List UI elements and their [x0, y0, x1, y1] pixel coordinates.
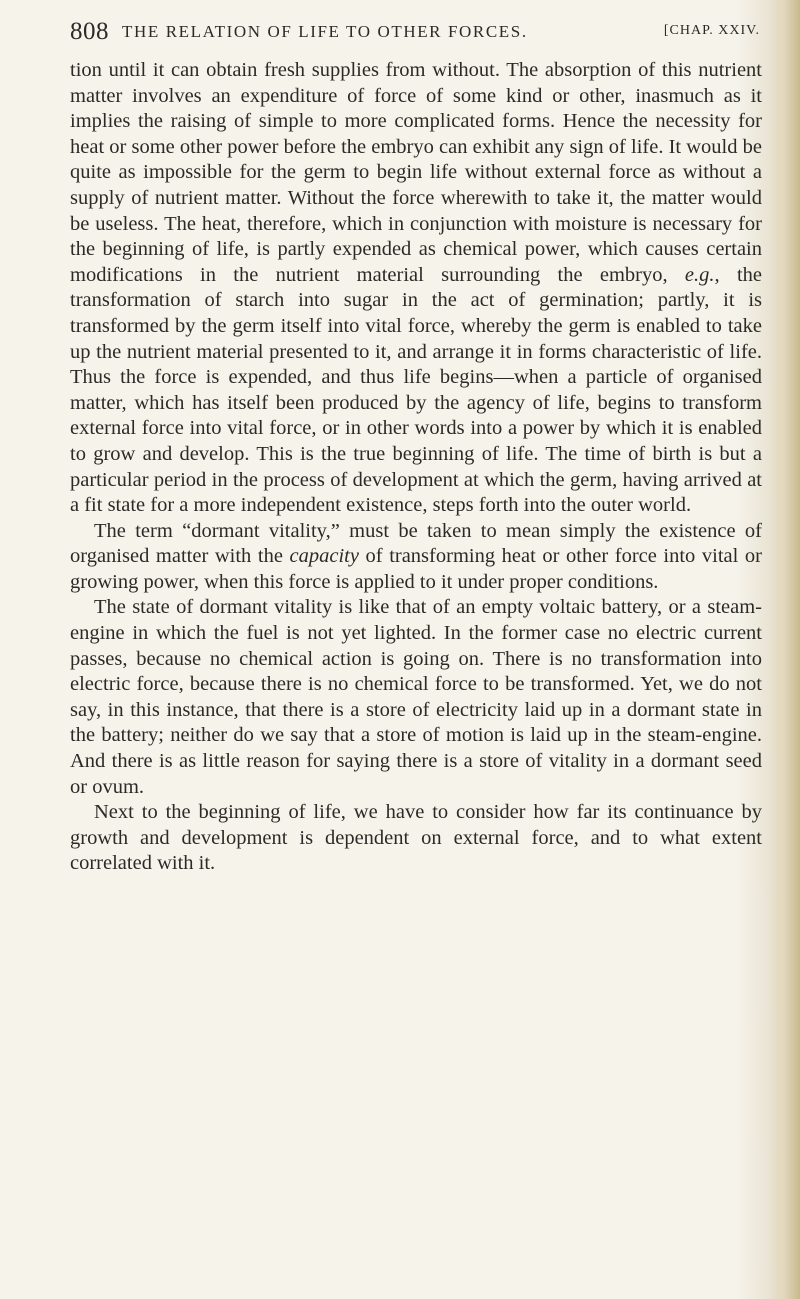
paragraph	[70, 595, 762, 800]
running-head: THE RELATION OF LIFE TO OTHER FORCES.	[122, 22, 528, 41]
page-edge-shadow	[772, 0, 800, 1299]
chapter-reference: [CHAP. XXIV.	[663, 23, 760, 38]
text-run: , the transformation of starch into sugar in the act of germination; partly, it is transformed by the germ itself into vital force, whereby the germ is enabled to take up the nutrient material presented to it, and arrange it in forms characteristic of life. Thus the force is expended, and thus life begins—when a particle of organised matter, which has itself been produced by the agency of life, begins to transform external force into vital force, or in other words into a power by which it is enabled to grow and develop. This is the true beginning of life. The time of birth is but a particular period in the process of development at which the germ, having arrived at a fit state for a more independent existence, steps forth into the outer world.	[70, 263, 763, 517]
text-run: The state of dormant vitality is like that of an empty voltaic battery, or a steam-engine in which the fuel is not yet lighted. In the former case no electric current passes, because no chemical action is going on. There is no transformation into electric force, because there is no chemical force to be transformed. Yet, we do not say, in this instance, that there is a store of electricity laid up in a dormant state in the battery; neither do we say that a store of motion is laid up in the steam-engine. And there is as little reason for saying there is a store of vitality in a dormant seed or ovum.	[70, 596, 762, 798]
body-text	[70, 58, 762, 877]
text-run-italic: capacity	[289, 545, 359, 568]
paragraph	[70, 519, 762, 596]
text-run: Next to the beginning of life, we have to consider how far its continuance by growth and development is dependent on external force, and to what extent correlated with it.	[70, 801, 762, 875]
text-run-italic: e.g.	[684, 263, 715, 286]
page-number: 808	[70, 18, 109, 45]
text-run: tion until it can obtain fresh supplies from without. The absorption of this nutrient matter involves an expenditure of force of some kind or other, inasmuch as it implies the raising of simple to more complicated forms. Hence the necessity for heat or some other power before the embryo can exhibit any sign of life. It would be quite as impossible for the germ to begin life without external force as without a supply of nutrient matter. Without the force wherewith to take it, the matter would be useless. The heat, therefore, which in conjunction with moisture is necessary for the beginning of life, is partly expended as chemical power, which causes certain modifications in the nutrient material surrounding the embryo,	[70, 59, 762, 286]
page-header	[70, 18, 760, 52]
paragraph	[70, 58, 762, 519]
text-run: The term “dormant vitality,” must be taken to mean simply the existence of organised matter with the	[70, 519, 762, 568]
text-run: of transforming heat or other force into vital or growing power, when this force is applied to it under proper conditions.	[70, 545, 762, 593]
paragraph	[70, 800, 762, 877]
